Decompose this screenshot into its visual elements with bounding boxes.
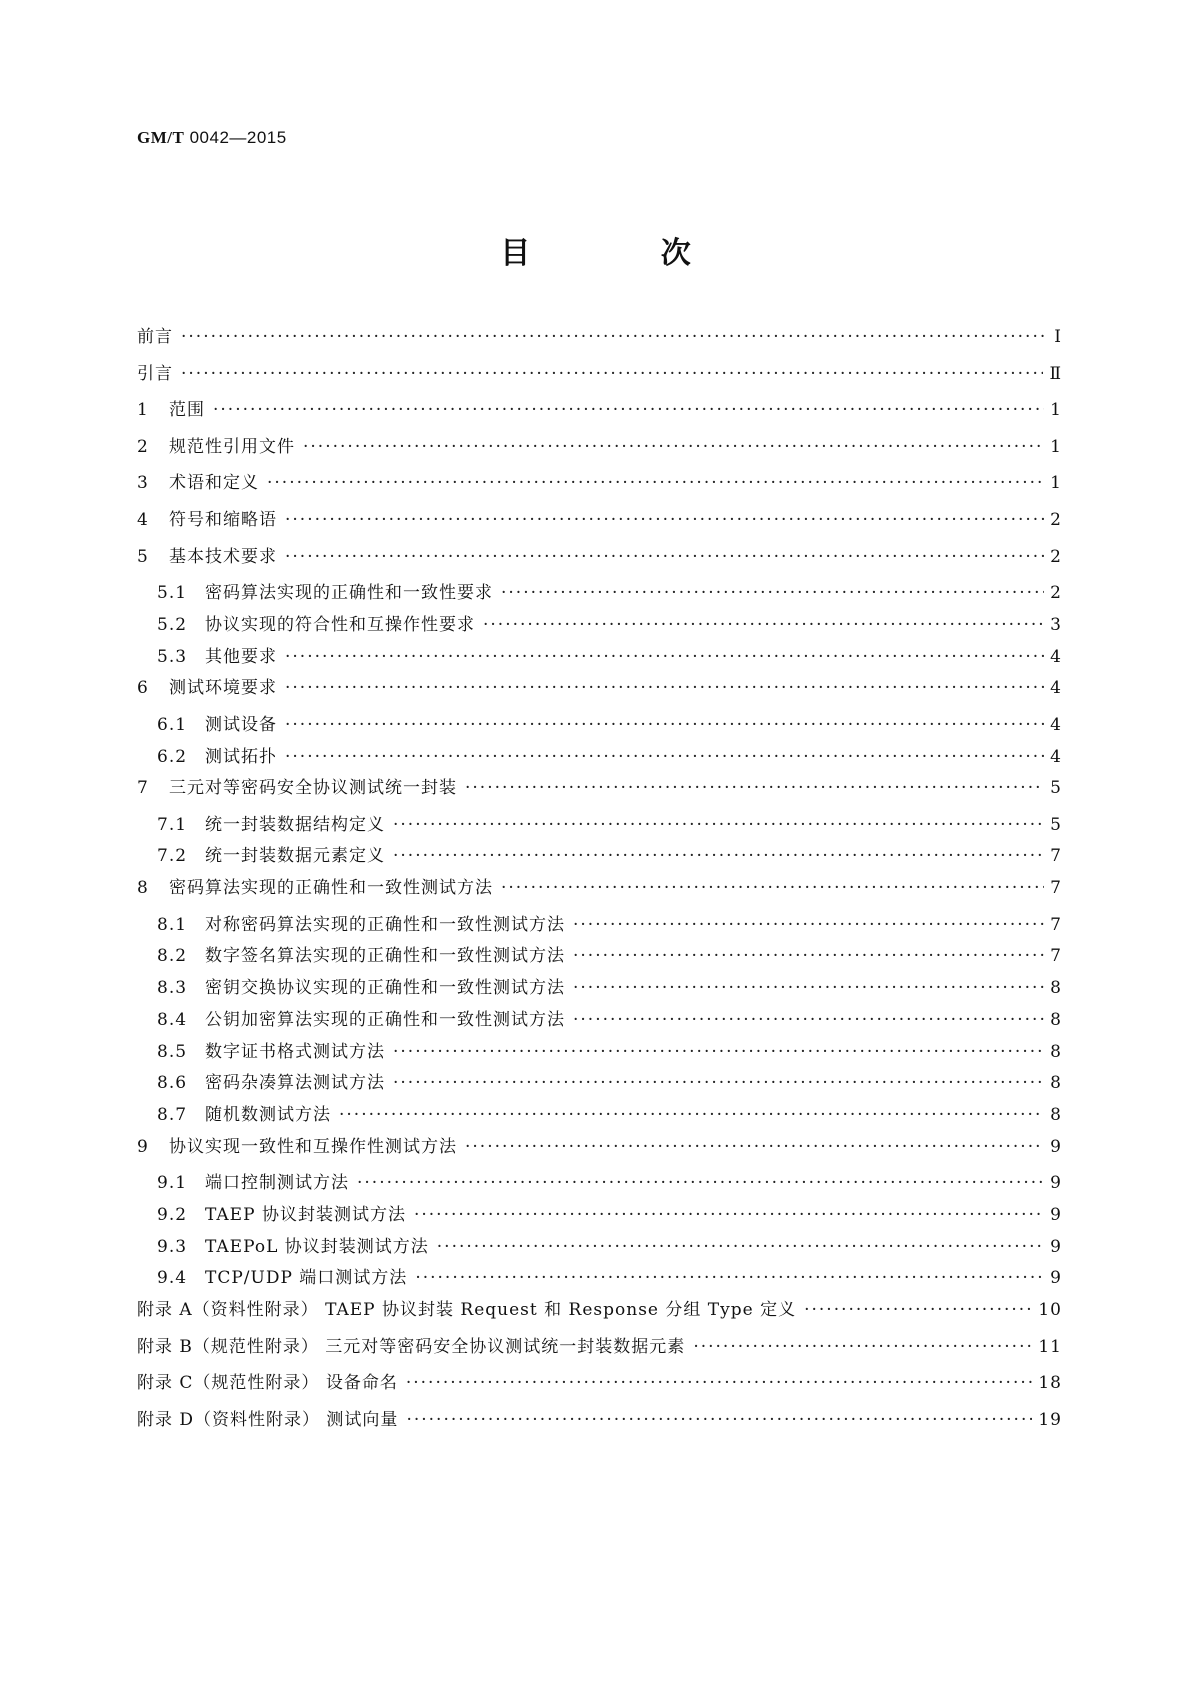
toc-leader-dots (357, 1173, 1044, 1193)
toc-entry-title: 规范性引用文件 (169, 436, 295, 457)
toc-leader-dots (393, 846, 1044, 866)
toc-entry-page: 7 (1050, 914, 1062, 935)
toc-entry-page: 1 (1050, 400, 1062, 421)
toc-entry[interactable] (137, 710, 1062, 742)
toc-entry-page: Ⅱ (1049, 363, 1062, 384)
toc-leader-dots (406, 1373, 1033, 1393)
toc-entry-page: 4 (1050, 714, 1062, 735)
toc-entry-title: 测试拓扑 (205, 746, 277, 767)
toc-entry-title: 密码算法实现的正确性和一致性测试方法 (169, 878, 493, 899)
toc-entry-number: 6.1 (157, 714, 188, 735)
toc-entry-page: 3 (1050, 614, 1062, 635)
toc-entry-number: 9.1 (157, 1173, 188, 1194)
toc-leader-dots (181, 327, 1044, 347)
toc-entry-number: 8.2 (157, 946, 188, 967)
toc-entry[interactable] (137, 395, 1062, 432)
toc-entry-number: 8.7 (157, 1104, 188, 1125)
toc-leader-dots (483, 615, 1044, 635)
toc-leader-dots (303, 437, 1044, 457)
toc-leader-dots (693, 1337, 1032, 1357)
toc-entry-page: 9 (1050, 1236, 1062, 1257)
toc-entry-number: 8.6 (157, 1073, 188, 1094)
toc-entry-number: 5.2 (157, 614, 188, 635)
toc-entry[interactable] (137, 322, 1062, 359)
toc-leader-dots (437, 1237, 1044, 1257)
toc-entry-page: 5 (1050, 814, 1062, 835)
toc-leader-dots (285, 547, 1044, 567)
toc-entry-page: 5 (1050, 778, 1062, 799)
toc-entry-number: 5.3 (157, 646, 188, 667)
toc-entry-title: 三元对等密码安全协议测试统一封装 (169, 778, 457, 799)
toc-entry-number: 9.3 (157, 1236, 188, 1257)
toc-entry-page: 10 (1038, 1299, 1062, 1320)
toc-entry-title: TAEP 协议封装测试方法 (205, 1204, 406, 1225)
toc-entry-page: 4 (1050, 678, 1062, 699)
toc-entry-page: 9 (1050, 1136, 1062, 1157)
toc-entry[interactable] (137, 432, 1062, 469)
toc-leader-dots (213, 400, 1044, 420)
toc-entry-title: TCP/UDP 端口测试方法 (205, 1268, 408, 1289)
toc-entry-page: 1 (1050, 473, 1062, 494)
toc-entry-title: 数字签名算法实现的正确性和一致性测试方法 (205, 946, 565, 967)
toc-entry-title: 测试设备 (205, 714, 277, 735)
toc-leader-dots (501, 878, 1044, 898)
toc-entry-title: 密钥交换协议实现的正确性和一致性测试方法 (205, 978, 565, 999)
toc-entry-title: TAEPoL 协议封装测试方法 (205, 1236, 429, 1257)
toc-leader-dots (573, 946, 1044, 966)
toc-entry-title: 对称密码算法实现的正确性和一致性测试方法 (205, 914, 565, 935)
toc-entry[interactable] (137, 1100, 1062, 1132)
toc-leader-dots (804, 1300, 1032, 1320)
toc-leader-dots (285, 510, 1044, 530)
toc-entry[interactable] (137, 610, 1062, 642)
toc-leader-dots (267, 473, 1044, 493)
toc-entry[interactable] (137, 468, 1062, 505)
toc-entry[interactable] (137, 1132, 1062, 1169)
toc-entry[interactable] (137, 359, 1062, 396)
toc-entry-title: 附录 B（规范性附录） 三元对等密码安全协议测试统一封装数据元素 (137, 1336, 686, 1357)
toc-entry-page: 2 (1050, 509, 1062, 530)
toc-entry[interactable] (137, 1068, 1062, 1100)
toc-entry-title: 引言 (137, 363, 173, 384)
toc-entry-title: 符号和缩略语 (169, 509, 277, 530)
toc-entry-page: 9 (1050, 1173, 1062, 1194)
toc-entry-title: 其他要求 (205, 646, 277, 667)
toc-entry-number: 8.4 (157, 1009, 188, 1030)
toc-entry-page: 8 (1050, 978, 1062, 999)
toc-entry-page: Ⅰ (1054, 327, 1062, 347)
toc-entry-number: 8.5 (157, 1041, 188, 1062)
toc-entry[interactable] (137, 673, 1062, 710)
toc-entry-title: 术语和定义 (169, 473, 259, 494)
toc-entry-number: 3 (137, 473, 149, 494)
toc-entry-page: 11 (1038, 1336, 1062, 1357)
toc-entry-page: 9 (1050, 1204, 1062, 1225)
toc-leader-dots (465, 1137, 1044, 1157)
toc-entry[interactable] (137, 1005, 1062, 1037)
toc-entry-number: 9 (137, 1136, 149, 1157)
toc-entry-title: 统一封装数据元素定义 (205, 846, 385, 867)
document-id (137, 128, 287, 148)
toc-entry-page: 8 (1050, 1009, 1062, 1030)
toc-entry[interactable] (137, 973, 1062, 1005)
toc-entry-number: 8 (137, 878, 149, 899)
toc-entry-number: 5.1 (157, 583, 188, 604)
toc-entry[interactable] (137, 1295, 1062, 1332)
toc-entry-page: 8 (1050, 1073, 1062, 1094)
toc-leader-dots (406, 1410, 1032, 1430)
toc-entry-number: 6.2 (157, 746, 188, 767)
toc-entry-page: 7 (1050, 946, 1062, 967)
toc-entry[interactable] (137, 841, 1062, 873)
toc-entry-number: 8.1 (157, 914, 188, 935)
toc-entry[interactable] (137, 1200, 1062, 1232)
toc-entry[interactable] (137, 910, 1062, 942)
toc-entry[interactable] (137, 1405, 1062, 1442)
toc-entry-title: 协议实现的符合性和互操作性要求 (205, 614, 475, 635)
toc-leader-dots (573, 978, 1044, 998)
toc-entry[interactable] (137, 642, 1062, 674)
toc-entry[interactable] (137, 742, 1062, 774)
toc-entry-number: 7.1 (157, 814, 188, 835)
toc-entry[interactable] (137, 542, 1062, 579)
toc-entry-title: 附录 C（规范性附录） 设备命名 (137, 1373, 398, 1394)
toc-entry-number: 7.2 (157, 846, 188, 867)
toc-leader-dots (393, 1042, 1044, 1062)
toc-entry-page: 4 (1050, 746, 1062, 767)
toc-leader-dots (393, 815, 1044, 835)
toc-entry-number: 9.2 (157, 1204, 188, 1225)
table-of-contents (137, 322, 1062, 1441)
toc-entry[interactable] (137, 578, 1062, 610)
toc-leader-dots (181, 364, 1043, 384)
toc-entry-page: 1 (1050, 436, 1062, 457)
page-title: 目 次 (500, 236, 751, 271)
toc-entry-title: 协议实现一致性和互操作性测试方法 (169, 1136, 457, 1157)
toc-entry[interactable] (137, 1332, 1062, 1369)
toc-entry[interactable] (137, 1168, 1062, 1200)
toc-entry-page: 7 (1050, 878, 1062, 899)
toc-leader-dots (339, 1105, 1044, 1125)
toc-entry-title: 基本技术要求 (169, 546, 277, 567)
toc-entry[interactable] (137, 873, 1062, 910)
toc-entry-title: 测试环境要求 (169, 678, 277, 699)
document-id-number: 0042—2015 (189, 128, 287, 147)
toc-entry-title: 统一封装数据结构定义 (205, 814, 385, 835)
toc-entry-page: 2 (1050, 583, 1062, 604)
toc-entry-number: 4 (137, 509, 149, 530)
toc-entry-title: 密码算法实现的正确性和一致性要求 (205, 583, 493, 604)
toc-entry[interactable] (137, 1263, 1062, 1295)
toc-entry[interactable] (137, 505, 1062, 542)
toc-entry-page: 9 (1050, 1268, 1062, 1289)
toc-leader-dots (393, 1073, 1044, 1093)
toc-leader-dots (285, 715, 1044, 735)
toc-entry[interactable] (137, 1368, 1062, 1405)
toc-entry-number: 5 (137, 546, 149, 567)
toc-entry-number: 8.3 (157, 978, 188, 999)
toc-entry-title: 附录 A（资料性附录） TAEP 协议封装 Request 和 Response 分组 Type 定义 (137, 1299, 797, 1320)
toc-entry[interactable] (137, 810, 1062, 842)
toc-entry-title: 密码杂凑算法测试方法 (205, 1073, 385, 1094)
toc-entry[interactable] (137, 941, 1062, 973)
toc-entry-title: 前言 (137, 327, 173, 347)
toc-entry[interactable] (137, 1037, 1062, 1069)
toc-entry[interactable] (137, 1232, 1062, 1264)
toc-entry-page: 2 (1050, 546, 1062, 567)
toc-entry-number: 1 (137, 400, 149, 421)
toc-entry-number: 9.4 (157, 1268, 188, 1289)
toc-leader-dots (573, 915, 1044, 935)
toc-entry-page: 19 (1038, 1409, 1062, 1430)
toc-leader-dots (285, 647, 1044, 667)
toc-leader-dots (414, 1205, 1044, 1225)
toc-leader-dots (465, 778, 1044, 798)
toc-leader-dots (501, 583, 1044, 603)
toc-entry-title: 范围 (169, 400, 205, 421)
toc-entry-number: 7 (137, 778, 149, 799)
toc-entry[interactable] (137, 773, 1062, 810)
document-id-prefix: GM/T (137, 128, 185, 147)
toc-entry-title: 端口控制测试方法 (205, 1173, 349, 1194)
toc-leader-dots (415, 1268, 1044, 1288)
toc-entry-title: 附录 D（资料性附录） 测试向量 (137, 1409, 399, 1430)
toc-entry-page: 8 (1050, 1041, 1062, 1062)
toc-leader-dots (285, 678, 1044, 698)
toc-leader-dots (285, 747, 1044, 767)
toc-entry-title: 随机数测试方法 (205, 1104, 331, 1125)
toc-leader-dots (573, 1010, 1044, 1030)
toc-entry-number: 2 (137, 436, 149, 457)
toc-entry-title: 公钥加密算法实现的正确性和一致性测试方法 (205, 1009, 565, 1030)
toc-entry-page: 18 (1038, 1373, 1062, 1394)
toc-entry-page: 7 (1050, 846, 1062, 867)
toc-entry-number: 6 (137, 678, 149, 699)
toc-entry-page: 8 (1050, 1104, 1062, 1125)
toc-entry-page: 4 (1050, 646, 1062, 667)
toc-entry-title: 数字证书格式测试方法 (205, 1041, 385, 1062)
